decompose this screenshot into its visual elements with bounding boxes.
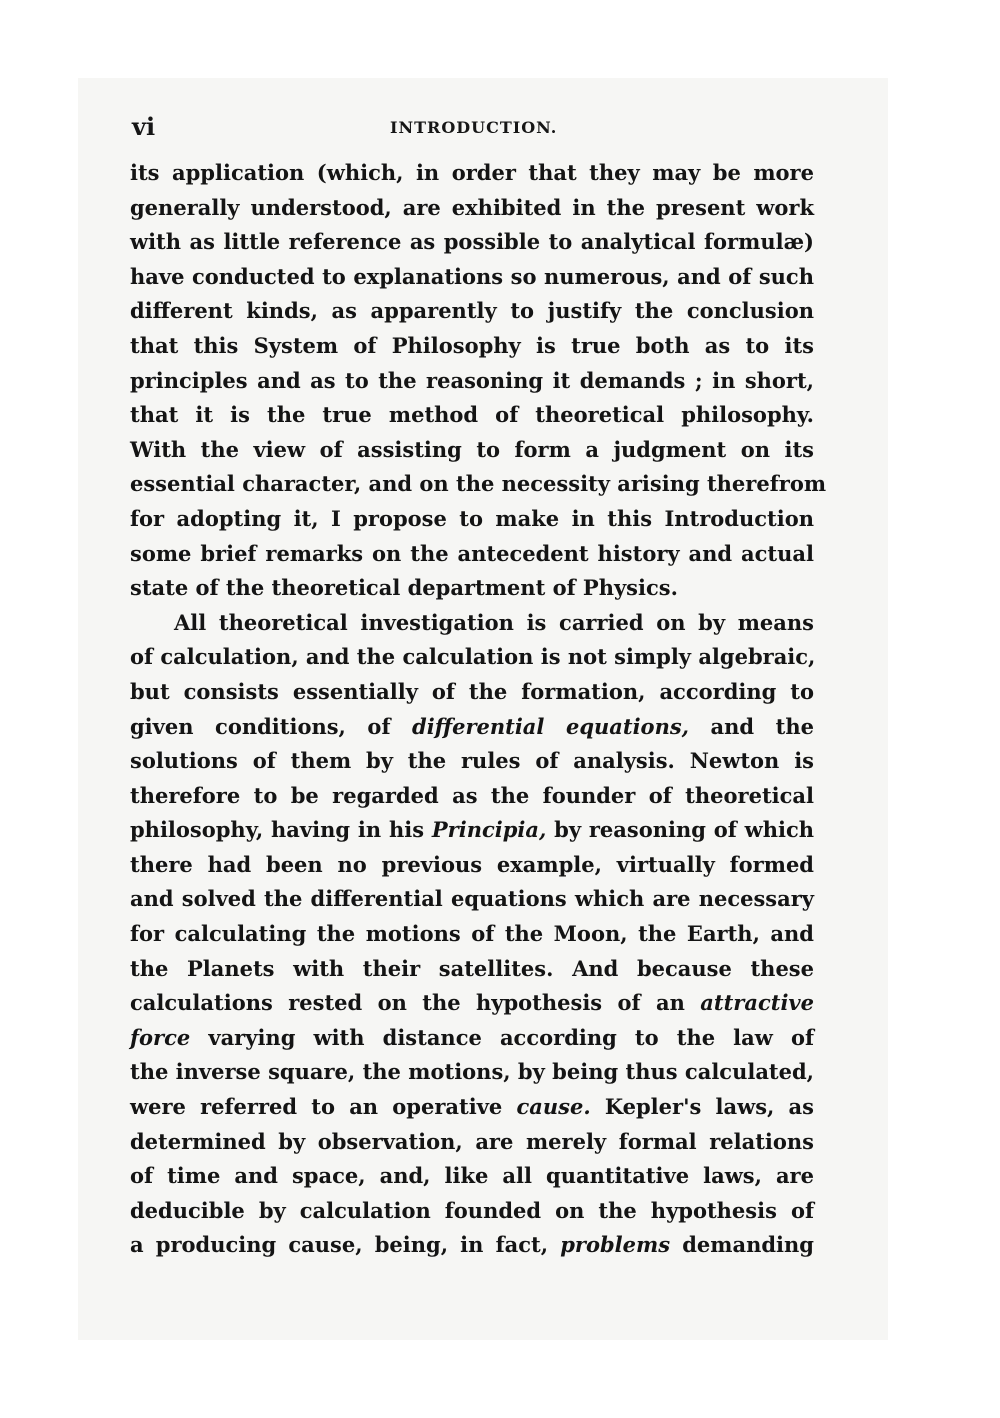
text-line bbox=[130, 1090, 814, 1125]
text-run: Kepler's laws, as bbox=[590, 1094, 814, 1120]
text-run: essential character, and on the necessity arising therefrom bbox=[130, 471, 827, 497]
text-run: state of the theoretical department of Physics. bbox=[130, 575, 678, 601]
text-run: given conditions, of bbox=[130, 713, 413, 739]
text-line bbox=[130, 225, 814, 260]
text-line bbox=[130, 156, 814, 191]
text-line bbox=[130, 294, 814, 329]
text-line bbox=[130, 952, 814, 987]
text-run: its application (which, in order that they may be more bbox=[130, 160, 814, 185]
text-line bbox=[130, 398, 814, 433]
text-run: that it is the true method of theoretical philosophy. bbox=[130, 402, 814, 428]
text-line bbox=[130, 882, 814, 917]
text-run: a producing cause, being, in fact, bbox=[130, 1232, 561, 1258]
text-run: for calculating the motions of the Moon, the Earth, and bbox=[130, 921, 814, 947]
text-line bbox=[130, 848, 814, 883]
text-line bbox=[130, 710, 814, 745]
text-line bbox=[130, 1125, 814, 1160]
italic-phrase: differential equations, bbox=[412, 713, 689, 739]
italic-phrase: Principia, bbox=[431, 817, 547, 843]
text-run: principles and as to the reasoning it demands ; in short, bbox=[130, 367, 814, 393]
text-run: the inverse square, the motions, by being thus calculated, bbox=[130, 1059, 814, 1085]
text-line bbox=[130, 744, 814, 779]
text-line bbox=[130, 1055, 814, 1090]
text-run: varying with distance according to the law of bbox=[190, 1024, 814, 1050]
text-line bbox=[130, 467, 827, 502]
text-run: by reasoning of which bbox=[546, 817, 815, 843]
text-run: with as little reference as possible to analytical formulæ) bbox=[130, 229, 814, 255]
text-line bbox=[130, 675, 814, 710]
text-run: of calculation, and the calculation is not simply algebraic, bbox=[130, 644, 816, 670]
text-run: All theoretical investigation is carried on by means bbox=[174, 609, 814, 635]
text-run: deducible by calculation founded on the hypothesis of bbox=[130, 1197, 814, 1223]
text-run: but consists essentially of the formation, according to bbox=[130, 678, 814, 704]
text-line bbox=[130, 986, 814, 1021]
text-run: some brief remarks on the antecedent history and actual bbox=[130, 540, 814, 566]
italic-phrase: problems bbox=[560, 1232, 671, 1258]
italic-phrase: attractive bbox=[700, 990, 814, 1016]
body-text bbox=[130, 156, 827, 1263]
text-line bbox=[130, 433, 814, 468]
text-run: philosophy, having in his bbox=[130, 817, 432, 843]
text-run: different kinds, as apparently to justify the conclusion bbox=[130, 298, 814, 324]
text-line bbox=[130, 813, 814, 848]
text-run: therefore to be regarded as the founder of theoretical bbox=[130, 782, 814, 808]
text-line bbox=[130, 1021, 814, 1056]
text-line bbox=[130, 1194, 814, 1229]
running-title: INTRODUCTION. bbox=[390, 118, 558, 137]
page-header bbox=[132, 112, 812, 142]
text-run: the Planets with their satellites. And because these bbox=[130, 955, 814, 981]
text-run: calculations rested on the hypothesis of an bbox=[130, 990, 701, 1016]
text-run: there had been no previous example, virtually formed bbox=[130, 851, 814, 877]
italic-phrase: cause. bbox=[516, 1094, 591, 1120]
page-number: vi bbox=[132, 112, 156, 141]
text-line bbox=[130, 537, 814, 572]
text-line bbox=[130, 571, 814, 606]
italic-phrase: force bbox=[130, 1024, 191, 1050]
text-run: generally understood, are exhibited in the present work bbox=[130, 194, 814, 220]
text-line bbox=[130, 191, 814, 226]
text-line bbox=[130, 329, 814, 364]
text-run: of time and space, and, like all quantitative laws, are bbox=[130, 1163, 814, 1189]
text-run: and the bbox=[688, 713, 814, 739]
text-line bbox=[130, 502, 814, 537]
text-line bbox=[130, 779, 814, 814]
text-run: have conducted to explanations so numerous, and of such bbox=[130, 263, 814, 289]
text-run: demanding bbox=[670, 1232, 814, 1258]
text-line bbox=[130, 364, 814, 399]
text-line bbox=[130, 1228, 814, 1263]
text-run: With the view of assisting to form a judgment on its bbox=[130, 436, 814, 462]
text-run: that this System of Philosophy is true both as to its bbox=[130, 332, 814, 358]
text-line bbox=[130, 1159, 814, 1194]
text-run: solutions of them by the rules of analysis. Newton is bbox=[130, 748, 814, 774]
text-run: determined by observation, are merely formal relations bbox=[130, 1128, 814, 1154]
text-line bbox=[130, 917, 814, 952]
text-line bbox=[130, 606, 814, 641]
text-line bbox=[130, 260, 814, 295]
text-run: were referred to an operative bbox=[130, 1094, 517, 1120]
text-run: and solved the differential equations which are necessary bbox=[130, 886, 814, 912]
text-line bbox=[130, 640, 814, 675]
text-run: for adopting it, I propose to make in this Introduction bbox=[130, 505, 814, 531]
